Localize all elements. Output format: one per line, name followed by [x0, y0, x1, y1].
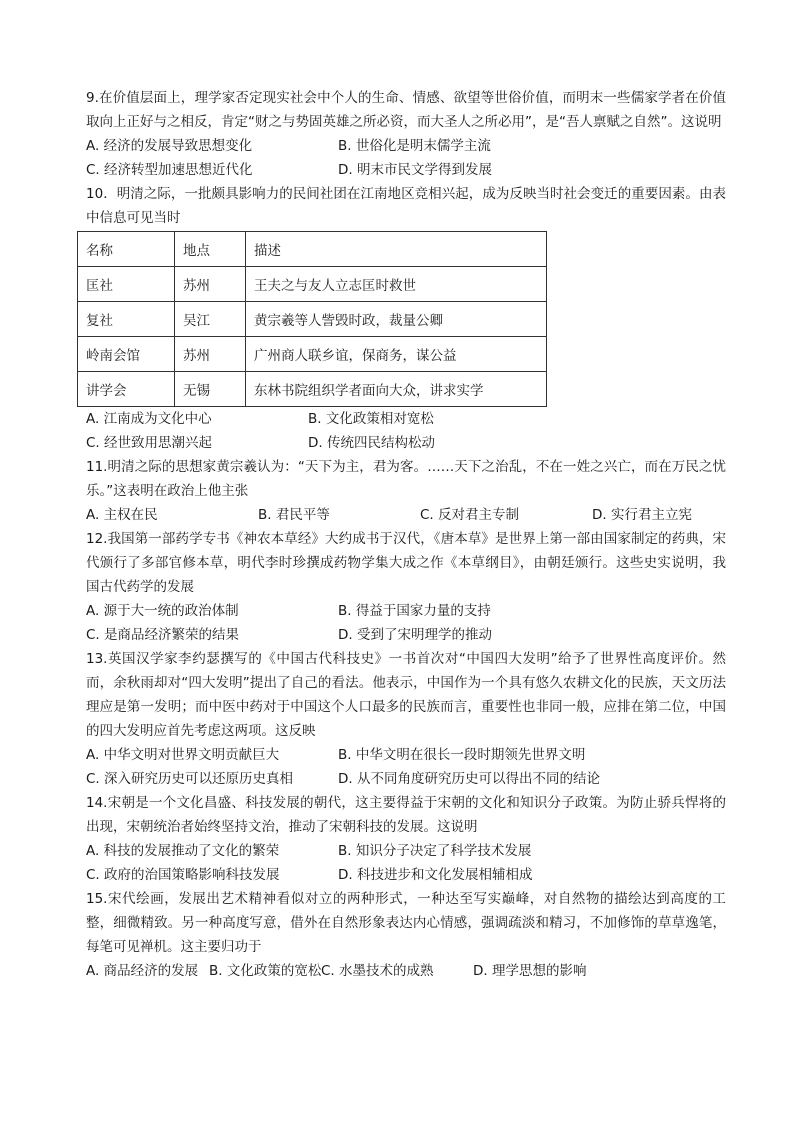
option-d: D. 传统四民结构松动 — [308, 435, 435, 451]
options-row — [86, 407, 726, 431]
options-row — [86, 599, 726, 623]
exam-page — [86, 86, 726, 983]
option-c: C. 经世致用思潮兴起 — [86, 435, 213, 451]
question-stem: 14.宋朝是一个文化昌盛、科技发展的朝代，这主要得益于宋朝的文化和知识分子政策。为防止骄兵悍将的出现，宋朝统治者始终坚持文治，推动了宋朝科技的发展。这说明 — [86, 795, 726, 835]
option-d: D. 科技进步和文化发展相辅相成 — [338, 867, 533, 883]
header-name: 名称 — [78, 232, 175, 267]
option-a: A. 经济的发展导致思想变化 — [86, 138, 253, 154]
question-11 — [86, 455, 726, 527]
cell-name: 讲学会 — [78, 372, 175, 407]
options-row — [86, 743, 726, 767]
option-b: B. 世俗化是明末儒学主流 — [338, 138, 491, 154]
cell-desc: 东林书院组织学者面向大众，讲求实学 — [246, 372, 547, 407]
table-row — [78, 302, 547, 337]
option-a: A. 主权在民 — [86, 507, 158, 523]
question-15 — [86, 887, 726, 983]
options-row — [86, 431, 726, 455]
option-b: B. 君民平等 — [258, 507, 330, 523]
options-row — [86, 158, 726, 182]
cell-desc: 黄宗羲等人訾毁时政，裁量公卿 — [246, 302, 547, 337]
option-c: C. 经济转型加速思想近代化 — [86, 162, 253, 178]
question-stem: 9.在价值层面上，理学家否定现实社会中个人的生命、情感、欲望等世俗价值，而明末一些儒家学者在价值取向上正好与之相反，肯定“财之与势固英雄之所必资，而大圣人之所必用”，是“吾人禀赋之自然”。这说明 — [86, 90, 726, 130]
question-stem: 11.明清之际的思想家黄宗羲认为：“天下为主，君为客。……天下之治乱，不在一姓之兴亡，而在万民之忧乐。”这表明在政治上他主张 — [86, 459, 726, 499]
option-c: C. 水墨技术的成熟 — [321, 963, 434, 979]
option-d: D. 明末市民文学得到发展 — [338, 162, 492, 178]
cell-place: 无锡 — [175, 372, 246, 407]
option-c: C. 深入研究历史可以还原历史真相 — [86, 771, 294, 787]
option-b: B. 中华文明在很长一段时期领先世界文明 — [338, 747, 586, 763]
header-desc: 描述 — [246, 232, 547, 267]
header-place: 地点 — [175, 232, 246, 267]
option-a: A. 科技的发展推动了文化的繁荣 — [86, 843, 280, 859]
option-c: C. 反对君主专制 — [420, 507, 520, 523]
cell-name: 匡社 — [78, 267, 175, 302]
cell-name: 岭南会馆 — [78, 337, 175, 372]
options-row — [86, 959, 726, 983]
question-12 — [86, 527, 726, 647]
table-row — [78, 267, 547, 302]
option-a: A. 商品经济的发展 — [86, 963, 199, 979]
option-d: D. 从不同角度研究历史可以得出不同的结论 — [338, 771, 600, 787]
cell-desc: 广州商人联乡谊，保商务，谋公益 — [246, 337, 547, 372]
option-d: D. 理学思想的影响 — [473, 963, 587, 979]
option-b: B. 知识分子决定了科学技术发展 — [338, 843, 532, 859]
option-c: C. 是商品经济繁荣的结果 — [86, 627, 240, 643]
option-a: A. 源于大一统的政治体制 — [86, 603, 239, 619]
option-a: A. 江南成为文化中心 — [86, 411, 212, 427]
table-row — [78, 337, 547, 372]
option-b: B. 文化政策相对宽松 — [308, 411, 434, 427]
table-row — [78, 372, 547, 407]
option-d: D. 实行君主立宪 — [592, 507, 692, 523]
option-a: A. 中华文明对世界文明贡献巨大 — [86, 747, 280, 763]
question-stem: 13.英国汉学家李约瑟撰写的《中国古代科技史》一书首次对“中国四大发明”给予了世界性高度评价。然而，余秋雨却对“四大发明”提出了自己的看法。他表示，中国作为一个具有悠久农耕文化的民族，天文历法理应是第一发明；而中医中药对于中国这个人口最多的民族而言，重要性也非同一般，应排在第二位，中国的四大发明应首先考虑这两项。这反映 — [86, 651, 726, 739]
options-row — [86, 863, 726, 887]
option-b: B. 得益于国家力量的支持 — [338, 603, 491, 619]
cell-desc: 王夫之与友人立志匡时救世 — [246, 267, 547, 302]
table-header-row — [78, 232, 547, 267]
society-table — [77, 231, 547, 407]
cell-place: 苏州 — [175, 337, 246, 372]
question-10 — [86, 182, 726, 455]
options-row — [86, 623, 726, 647]
question-14 — [86, 791, 726, 887]
options-row — [86, 503, 726, 527]
question-9 — [86, 86, 726, 182]
question-13 — [86, 647, 726, 791]
options-row — [86, 767, 726, 791]
option-d: D. 受到了宋明理学的推动 — [338, 627, 492, 643]
question-stem: 12.我国第一部药学专书《神农本草经》大约成书于汉代，《唐本草》是世界上第一部由国家制定的药典，宋代颁行了多部官修本草，明代李时珍撰成药物学集大成之作《本草纲目》，由朝廷颁行。这些史实说明，我国古代药学的发展 — [86, 531, 726, 595]
option-c: C. 政府的治国策略影响科技发展 — [86, 867, 280, 883]
cell-name: 复社 — [78, 302, 175, 337]
option-b: B. 文化政策的宽松 — [209, 963, 322, 979]
question-stem: 15.宋代绘画，发展出艺术精神看似对立的两种形式，一种达至写实巅峰，对自然物的描绘达到高度的工整，细微精致。另一种高度写意，借外在自然形象表达内心情感，强调疏淡和精习，不加修饰的草草逸笔，每笔可见禅机。这主要归功于 — [86, 891, 726, 955]
options-row — [86, 839, 726, 863]
question-stem: 10．明清之际，一批颇具影响力的民间社团在江南地区竞相兴起，成为反映当时社会变迁的重要因素。由表中信息可见当时 — [86, 186, 726, 226]
options-row — [86, 134, 726, 158]
cell-place: 吴江 — [175, 302, 246, 337]
cell-place: 苏州 — [175, 267, 246, 302]
